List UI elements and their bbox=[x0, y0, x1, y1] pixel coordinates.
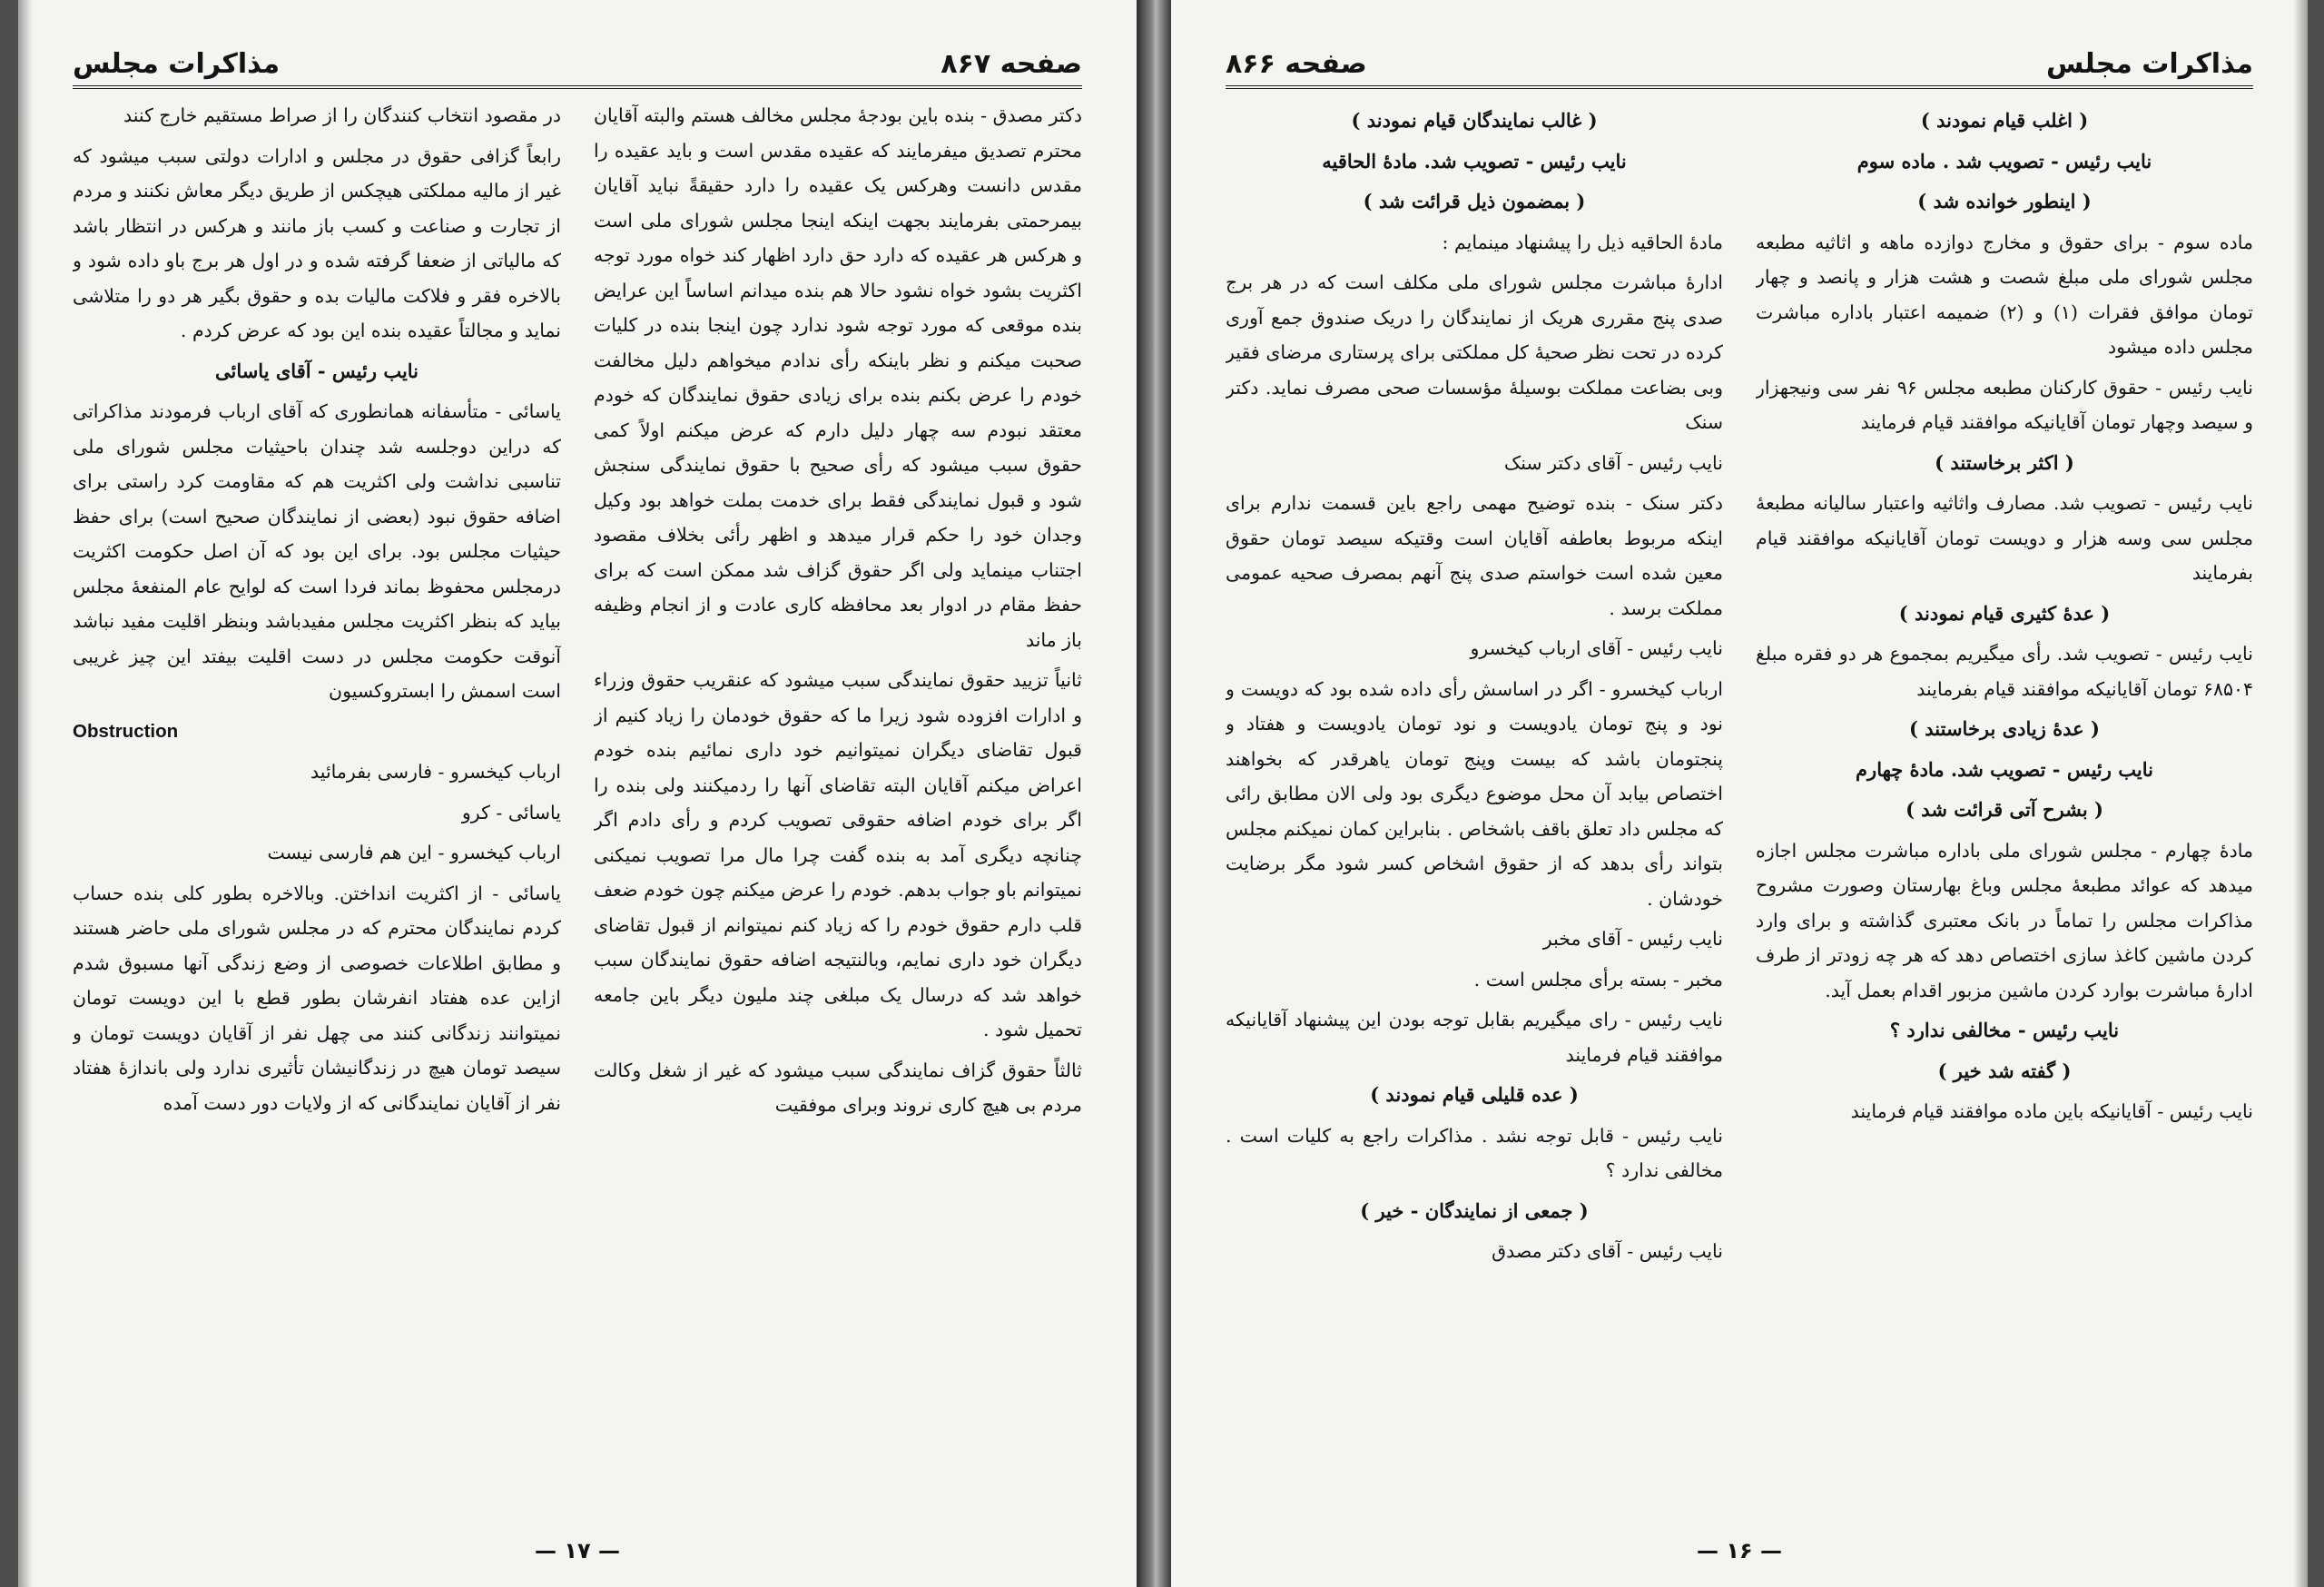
paragraph: ماده سوم - برای حقوق و مخارج دوازده ماهه و اثاثیه مطبعه مجلس شورای ملی مبلغ شصت و هشت هزار و پانصد و چهار تومان موافق فقرات (۱) و (۲) ضمیمه اعتبار باداره مباشرت مجلس داده میشود bbox=[1756, 231, 2253, 358]
paragraph: یاسائی - از اکثریت انداختن. وبالاخره بطور کلی بنده حساب کردم نمایندگان محترم که در مجلس شورای ملی حاضر هستند و مطابق اطلاعات خصوصی از وضع زندگی آنها مسبوق شدم ازاین عده هفتاد انفرشان بطور قطع با این دویست تومان نمیتوانند زندگانی کنند می چهل نفر از آقایان دویست تومان و سیصد تومان هیچ در زندگانیشان تأثیری ندارد ولی باندازهٔ هفتاد نفر از آقایان نمایندگانی که از ولایات دور دست آمده bbox=[73, 882, 561, 1114]
centered-line: نایب رئیس - تصویب شد. مادهٔ چهارم bbox=[1856, 757, 2153, 781]
paragraph: نایب رئیس - قابل توجه نشد . مذاکرات راجع به کلیات است . مخالفی ندارد ؟ bbox=[1226, 1124, 1723, 1181]
paragraph: رابعاً گزافی حقوق در مجلس و ادارات دولتی سبب میشود که غیر از مالیه مملکتی هیچکس از طریق دیگر معاش نکنند و مردم از تجارت و صناعت و کسب باز مانند و هرکس در انتظار باشد که مالیاتی از ضعفا گرفته شده و در اول هر برج باو داده شود و بالاخره فقر و فلاکت مالیات بده و حقوق بگیر هر دو را متلاشی نماید و مجالتاً عقیده بنده این بود که عرض کردم . bbox=[73, 144, 561, 341]
right-page bbox=[1171, 0, 2308, 1587]
paragraph: مخبر - بسته برأی مجلس است . bbox=[1473, 968, 1723, 991]
book-gutter bbox=[1137, 0, 1171, 1587]
paragraph: ارباب کیخسرو - اگر در اساسش رأی داده شده بود که دویست و نود و پنج تومان یادویست و نود تومان یادویست و هفتاد و پنجتومان باشد که بیست وپنج تومان یاهرقدر که بخواهند اختصاص بیابد آن محل موضوع دیگری بود ولی الان مطابق رائی که مجلس داد تعلق باقف باشخاص . بنابراین کمان نمیکنم مجلس بتواند رأی بدهد که از حقوق اشخاص کسر شود مگر برضایت خودشان . bbox=[1226, 677, 1723, 910]
paragraph: ارباب کیخسرو - فارسی بفرمائید bbox=[310, 761, 561, 783]
paragraph: یاسائی - کرو bbox=[461, 801, 561, 823]
paragraph: نایب رئیس - آقای دکتر سنک bbox=[1503, 451, 1723, 474]
paragraph: نایب رئیس - رای میگیریم بقابل توجه بودن این پیشنهاد آقایانیکه موافقند قیام فرمایند bbox=[1226, 1009, 1723, 1066]
paragraph: مادهٔ الحاقیه ذیل را پیشنهاد مینمایم : bbox=[1442, 231, 1723, 253]
centered-line: نایب رئیس - تصویب شد. مادهٔ الحاقیه bbox=[1322, 149, 1627, 172]
centered-line: ( بمضمون ذیل قرائت شد ) bbox=[1363, 190, 1586, 212]
header-title: مذاکرات مجلس bbox=[2045, 48, 2253, 80]
paragraph: نایب رئیس - تصویب شد. مصارف واثاثیه واعتبار سالیانه مطبعهٔ مجلس سی وسه هزار و دویست تومان آقایانیکه موافقند قیام بفرمایند bbox=[1756, 492, 2253, 584]
column-right bbox=[594, 98, 1082, 1514]
centered-line: ( عدهٔ زیادی برخاستند ) bbox=[1909, 717, 2100, 740]
page-header bbox=[73, 25, 1082, 89]
paragraph: نایب رئیس - آقای ارباب کیخسرو bbox=[1470, 637, 1723, 659]
page-header bbox=[1226, 25, 2253, 89]
paragraph: دکتر مصدق - بنده باین بودجهٔ مجلس مخالف هستم والبته آقایان محترم تصدیق میفرمایند که عقیده مقدس است و باید عقیده را مقدس دانست وهرکس یک عقیده را دارد حقیقةً نباید آقایان بیمرحمتی بفرمایند بجهت اینکه اینجا مجلس شورای ملی است و هرکس هر عقیده که دارد حق دارد اظهار کند خواه مورد توجه اکثریت بشود خواه نشود حالا هم بنده میدانم اساساً این عرایض بنده موقعی که مورد توجه شود ندارد چون اینجا بنده در کلیات صحبت میکنم و نظر باینکه رأی ندادم میخواهم دلیل مخالفت خودم را عرض بکنم بنده برای زیادی حقوق نمایندگان که خودم معتقد نبودم سه چهار دلیل دارم که عرض میکنم اولاً کمی حقوق سبب میشود که رأی صحیح با حقوق نمایندگی سنجش شود و قبول نمایندگی فقط برای خدمت بملت خواهد بود وکیل وجدان خود را حکم قرار میدهد و اظهر رأئی بخلاف مقصود اجتناب مینماید ولی اگر حقوق گزاف شد ممکن است که برای حفظ مقام در ادوار بعد محافظه کاری عادت و از انجام وظیفه باز ماند bbox=[594, 104, 1082, 651]
paragraph: مادهٔ چهارم - مجلس شورای ملی باداره مباشرت مجلس اجازه میدهد که عوائد مطبعهٔ مجلس وباغ بهارستان وصورت مشروح مذاکرات مجلس را تماماً در بانک معتبری گذاشته و برای وارد کردن ماشین کاغذ سازی اختصاص دهد که هر چه زودتر از طرف ادارهٔ مباشرت بوارد کردن ماشین مزبور اقدام بعمل آید. bbox=[1756, 839, 2253, 1001]
column-left bbox=[1226, 98, 1723, 1514]
paragraph: نایب رئیس - آقای دکتر مصدق bbox=[1492, 1240, 1723, 1262]
text-columns bbox=[1226, 98, 2253, 1514]
paragraph: ادارهٔ مباشرت مجلس شورای ملی مکلف است که در هر برج صدی پنج مقرری هریک از نمایندگان را دریک صندوق جمع آوری کرده در تحت نظر صحیهٔ کل مملکتی برای پرستاری مرضای فقیر وبی بضاعت مملکت بوسیلهٔ مؤسسات صحی مصرف نماید. دکتر سنک bbox=[1226, 271, 1723, 433]
centered-line: ( اینطور خوانده شد ) bbox=[1917, 190, 2092, 212]
paragraph: در مقصود انتخاب کنندگان را از صراط مستقیم خارج کنند bbox=[123, 104, 561, 126]
page-edge-shadow bbox=[18, 0, 33, 1587]
paragraph: نایب رئیس - حقوق کارکنان مطبعه مجلس ۹۶ نفر سی ونیجهزار و سیصد وچهار تومان آقایانیکه موافقند قیام فرمایند bbox=[1756, 376, 2253, 433]
page-footer-number: — ۱۶ — bbox=[1696, 1538, 1782, 1563]
paragraph: یاسائی - متأسفانه همانطوری که آقای ارباب فرمودند مذاکراتی که دراین دوجلسه شد چندان باحیثیات مجلس شورای ملی تناسبی نداشت ولی اکثریت هم که مقاومت کرد راستی برای اضافه حقوق نبود (بعضی از نمایندگان صحیح است) برای حفظ حیثیات مجلس بود. برای این بود که آن اصل حکومت اکثریت درمجلس محفوظ بماند فردا است که لوایح عام المنفعهٔ مجلس بیاید که بنظر اکثریت مجلس مفیدباشد وبنظر اقلیت مفید نباشد آنوقت حکومت مجلس در دست اقلیت بیفتد این چیز غریبی است اسمش را ابستروکسیون bbox=[73, 400, 561, 702]
centered-line: ( عده قلیلی قیام نمودند ) bbox=[1370, 1083, 1579, 1106]
page-footer-number: — ۱۷ — bbox=[534, 1538, 620, 1563]
paragraph: نایب رئیس - تصویب شد. رأی میگیریم بمجموع هر دو فقره مبلغ ۶۸۵۰۴ تومان آقایانیکه موافقند قیام بفرمایند bbox=[1756, 643, 2253, 700]
centered-line: ( عدهٔ کثیری قیام نمودند ) bbox=[1898, 601, 2111, 625]
centered-line: ( گفته شد خیر ) bbox=[1937, 1059, 2072, 1082]
paragraph: ثالثاً حقوق گزاف نمایندگی سبب میشود که غیر از شغل وکالت مردم بی هیچ کاری نروند وبرای موفقیت bbox=[594, 1059, 1082, 1116]
header-page-number: صفحه ۸۶۷ bbox=[940, 48, 1082, 80]
latin-term: Obstruction bbox=[73, 720, 179, 742]
page-edge-shadow bbox=[2293, 0, 2308, 1587]
paragraph: ارباب کیخسرو - این هم فارسی نیست bbox=[267, 842, 561, 863]
column-right bbox=[1756, 98, 2253, 1514]
centered-line: نایب رئیس - آقای یاسائی bbox=[214, 359, 419, 382]
text-columns bbox=[73, 98, 1082, 1514]
centered-line: نایب رئیس - تصویب شد . ماده سوم bbox=[1856, 149, 2152, 172]
paragraph: ثانیاً تزیید حقوق نمایندگی سبب میشود که عنقریب حقوق وزراء و ادارات افزوده شود زیرا ما که حقوق خودمان را زیاد کنیم از قبول تقاضای دیگران نمیتوانیم خود داری نمائیم بنده خودم اعراض میکنم آقایان البته تقاضای آنها را ردمیکنند ولی بنده را اگر برای خودم اضافه حقوقی تصویب کردم و رأی دادم اگر چنانچه دیگری آمد به بنده گفت چرا مال مرا تصویب نمیکنی نمیتوانم باو جواب بدهم. خودم را عرض میکنم چون خودم ضعف قلب دارم حقوق خودم را که زیاد کنم نمیتوانم از قبول تقاضای دیگران خود داری نمایم، وبالنتیجه اضافه حقوق نمایندگان سبب خواهد شد که درسال یک مبلغی چند ملیون دیگر باین جامعه تحمیل شود . bbox=[594, 669, 1082, 1040]
left-page bbox=[18, 0, 1137, 1587]
centered-line: ( جمعی از نمایندگان - خیر ) bbox=[1360, 1198, 1589, 1222]
centered-line: نایب رئیس - مخالفی ندارد ؟ bbox=[1889, 1019, 2120, 1041]
column-left bbox=[73, 98, 561, 1514]
centered-line: ( غالب نمایندگان قیام نمودند ) bbox=[1351, 109, 1598, 132]
centered-line: ( اغلب قیام نمودند ) bbox=[1920, 109, 2089, 132]
paragraph: نایب رئیس - آقای مخبر bbox=[1542, 928, 1723, 950]
centered-line: ( اکثر برخاستند ) bbox=[1935, 450, 2074, 474]
paragraph: نایب رئیس - آقایانیکه باین ماده موافقند قیام فرمایند bbox=[1850, 1100, 2253, 1122]
header-page-number: صفحه ۸۶۶ bbox=[1226, 48, 1367, 80]
header-title: مذاکرات مجلس bbox=[73, 48, 281, 80]
centered-line: ( بشرح آتی قرائت شد ) bbox=[1905, 798, 2103, 821]
paragraph: دکتر سنک - بنده توضیح مهمی راجع باین قسمت ندارم برای اینکه مربوط بعاطفه آقایان است وقتیکه سیصد تومان حقوق معین شده است خواستم صدی پنج آنهم بمصرف صحیه عمومی مملکت برسد . bbox=[1226, 492, 1723, 619]
